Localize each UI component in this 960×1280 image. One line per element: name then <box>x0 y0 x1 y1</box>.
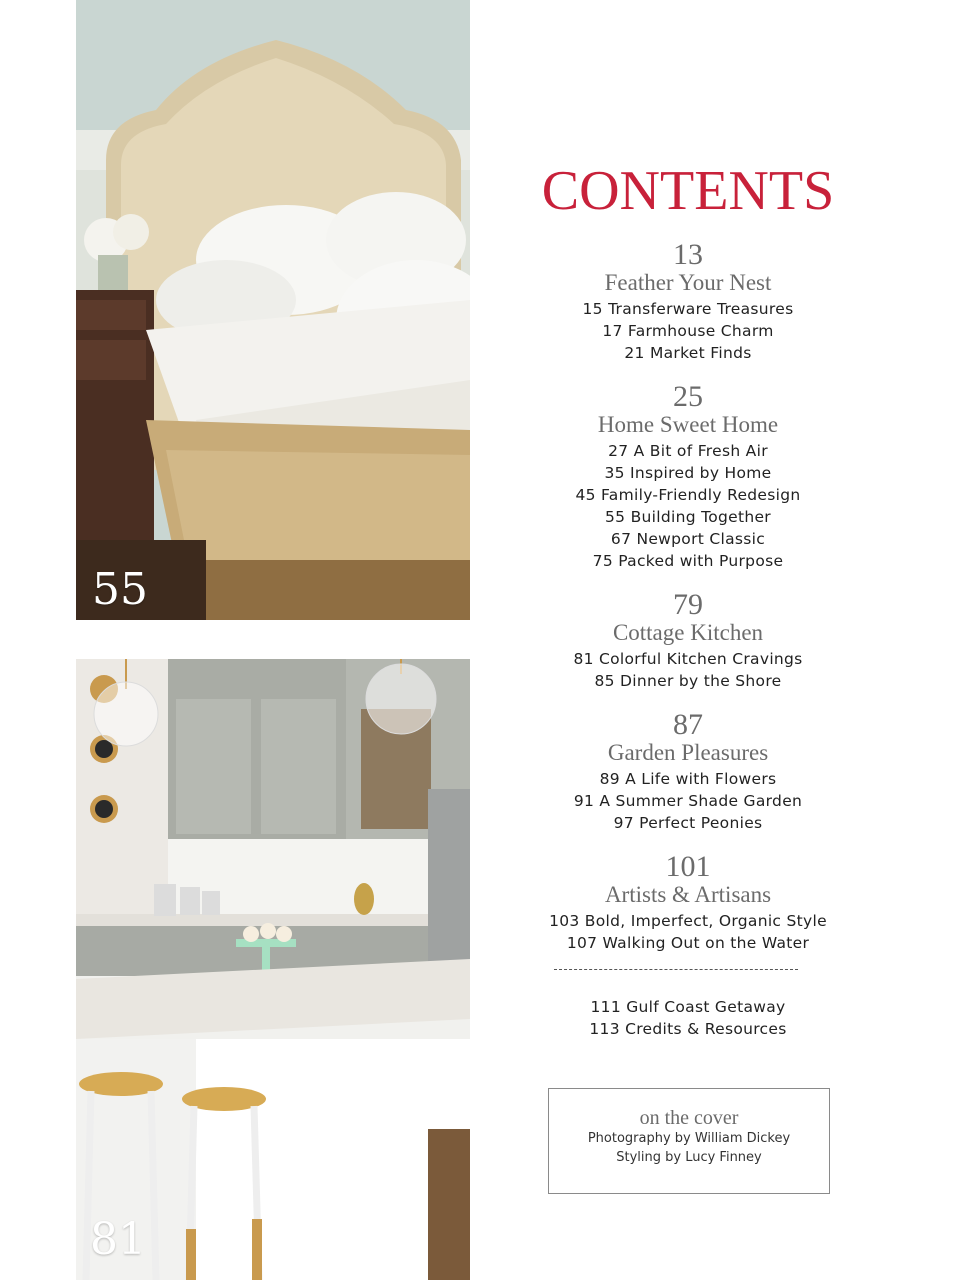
contents-item[interactable]: 75 Packed with Purpose <box>592 552 784 570</box>
section-artists-artisans <box>508 852 868 954</box>
contents-item[interactable]: 17 Farmhouse Charm <box>602 322 774 340</box>
dashed-divider <box>554 969 798 970</box>
kitchen-page-number: 81 <box>90 1214 146 1265</box>
cover-photography-credit: Photography by William Dickey <box>587 1131 791 1146</box>
section-page-number: 25 <box>673 380 703 413</box>
section-home-sweet-home <box>508 382 868 572</box>
contents-item[interactable]: 89 A Life with Flowers <box>599 770 777 788</box>
bedroom-photo <box>76 0 470 620</box>
section-feather-your-nest <box>508 240 868 364</box>
section-title[interactable]: Garden Pleasures <box>607 740 769 765</box>
section-title[interactable]: Cottage Kitchen <box>612 620 764 645</box>
cover-styling-credit: Styling by Lucy Finney <box>616 1150 762 1165</box>
section-title[interactable]: Artists & Artisans <box>604 882 772 907</box>
contents-item[interactable]: 45 Family-Friendly Redesign <box>575 486 801 504</box>
contents-item[interactable]: 111 Gulf Coast Getaway <box>590 998 786 1016</box>
contents-item[interactable]: 103 Bold, Imperfect, Organic Style <box>549 912 827 930</box>
contents-item[interactable]: 113 Credits & Resources <box>589 1020 787 1038</box>
contents-item[interactable]: 55 Building Together <box>605 508 771 526</box>
contents-item[interactable]: 35 Inspired by Home <box>604 464 772 482</box>
on-the-cover-box <box>548 1088 830 1194</box>
extras-list <box>508 996 868 1040</box>
section-garden-pleasures <box>508 710 868 834</box>
section-title[interactable]: Home Sweet Home <box>597 412 779 437</box>
contents-item[interactable]: 81 Colorful Kitchen Cravings <box>573 650 803 668</box>
contents-item[interactable]: 27 A Bit of Fresh Air <box>608 442 768 460</box>
section-title[interactable]: Feather Your Nest <box>604 270 772 295</box>
section-cottage-kitchen <box>508 590 868 692</box>
contents-item[interactable]: 15 Transferware Treasures <box>582 300 794 318</box>
bedroom-page-number: 55 <box>92 564 148 615</box>
contents-item[interactable]: 21 Market Finds <box>624 344 752 362</box>
contents-item[interactable]: 85 Dinner by the Shore <box>594 672 782 690</box>
contents-item[interactable]: 107 Walking Out on the Water <box>566 934 810 952</box>
contents-item[interactable]: 97 Perfect Peonies <box>613 814 763 832</box>
section-page-number: 87 <box>673 708 703 741</box>
section-page-number: 79 <box>673 588 703 621</box>
contents-item[interactable]: 67 Newport Classic <box>610 530 766 548</box>
contents-item[interactable]: 91 A Summer Shade Garden <box>573 792 803 810</box>
contents-title: CONTENTS <box>541 160 835 222</box>
section-page-number: 101 <box>665 850 711 883</box>
kitchen-photo <box>76 659 470 1280</box>
section-page-number: 13 <box>673 238 703 271</box>
cover-title: on the cover <box>639 1107 739 1129</box>
